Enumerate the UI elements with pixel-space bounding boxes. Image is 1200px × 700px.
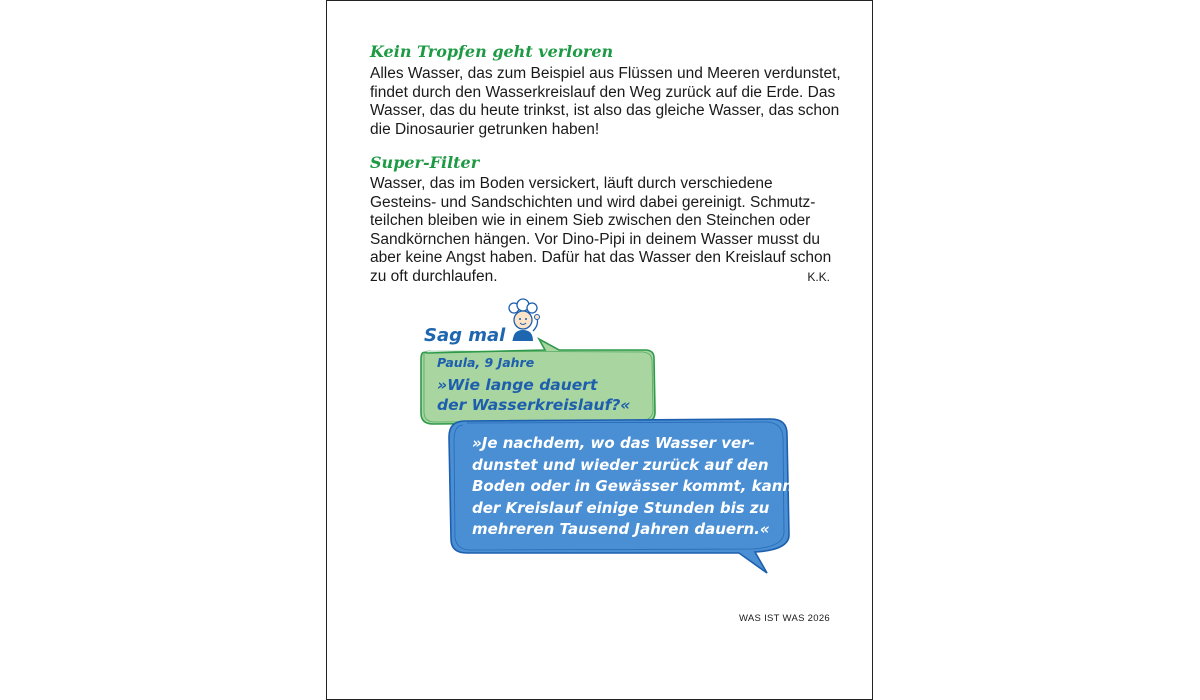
speech-bubbles-graphic bbox=[327, 1, 872, 699]
author-initials: K.K. bbox=[807, 270, 830, 284]
answer-text bbox=[472, 433, 793, 541]
answer-line: »Je nachdem, wo das Wasser ver- bbox=[472, 434, 755, 452]
document-page bbox=[326, 0, 873, 700]
paragraph-line: die Dinosaurier getrunken haben! bbox=[370, 120, 600, 138]
answer-line: Boden oder in Gewässer kommt, kann bbox=[472, 477, 794, 495]
paragraph-line: Alles Wasser, das zum Beispiel aus Flüssen und Meeren verdunstet, bbox=[370, 65, 841, 82]
paragraph-line: findet durch den Wasserkreislauf den Weg zurück auf die Erde. Das bbox=[370, 83, 836, 101]
paragraph-line: zu oft durchlaufen. bbox=[370, 267, 498, 285]
paragraph-line: Sandkörnchen hängen. Vor Dino-Pipi in deinem Wasser musst du bbox=[370, 230, 821, 248]
answer-line: dunstet und wieder zurück auf den bbox=[472, 455, 769, 474]
question-author: Paula, 9 Jahre bbox=[437, 355, 535, 370]
answer-line: mehreren Tausend Jahren dauern.« bbox=[472, 520, 770, 538]
section-heading-kein-tropfen: Kein Tropfen geht verloren bbox=[370, 42, 614, 61]
question-line: der Wasserkreislauf?« bbox=[437, 396, 631, 414]
paragraph-line: aber keine Angst haben. Dafür hat das Wasser den Kreislauf schon bbox=[370, 249, 832, 267]
sag-mal-title: Sag mal ... bbox=[424, 325, 533, 346]
question-text bbox=[437, 355, 630, 415]
question-line: »Wie lange dauert bbox=[437, 376, 598, 394]
paragraph-line: Gesteins- und Sandschichten und wird dabei gereinigt. Schmutz- bbox=[370, 193, 816, 211]
paragraph-line: Wasser, das du heute trinkst, ist also das gleiche Wasser, das schon bbox=[370, 102, 840, 120]
paragraph-line: teilchen bleiben wie in einem Sieb zwischen den Steinchen oder bbox=[370, 212, 811, 230]
footer-label: WAS IST WAS 2026 bbox=[738, 613, 830, 624]
section-heading-super-filter: Super-Filter bbox=[370, 153, 480, 172]
paragraph-line: Wasser, das im Boden versickert, läuft durch verschiedene bbox=[370, 175, 773, 192]
answer-line: der Kreislauf einige Stunden bis zu bbox=[472, 498, 770, 517]
